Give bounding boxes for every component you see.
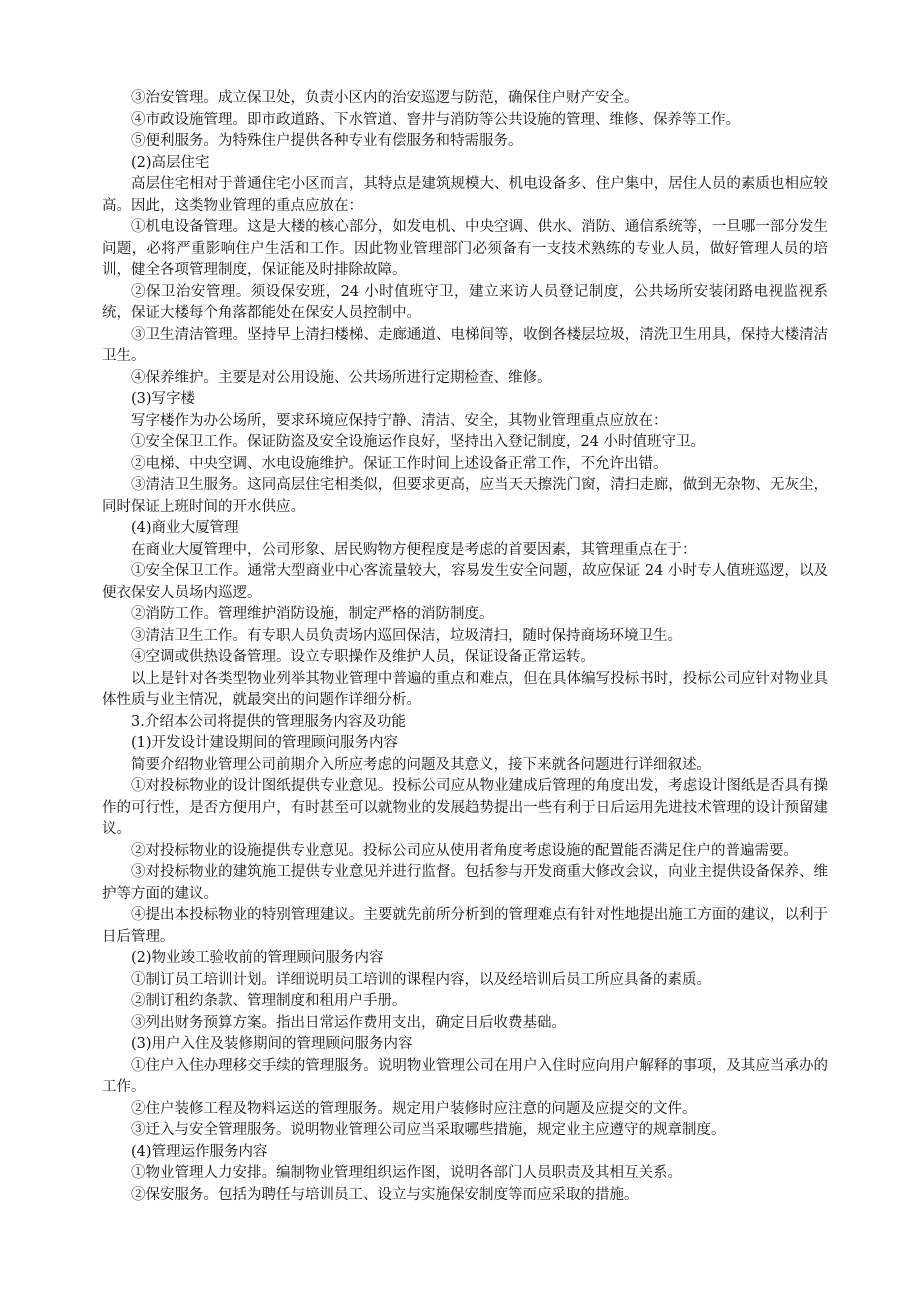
paragraph-13: ②电梯、中央空调、水电设施维护。保证工作时间上述设备正常工作，不允许出错。 bbox=[131, 455, 668, 472]
section-heading-operation: (4)管理运作服务内容 bbox=[131, 1143, 268, 1160]
paragraph-6: ①机电设备管理。这是大楼的核心部分，如发电机、中央空调、供水、消防、通信系统等，一旦哪一部分发生问题，必将严重影响住户生活和工作。因此物业管理部门必须备有一支技术熟练的专业人员，做好管理人员的培训，健全各项管理制度，保证能及时排除故障。 bbox=[102, 219, 828, 278]
paragraph-19: ③清洁卫生工作。有专职人员负责场内巡回保洁，垃圾清扫，随时保持商场环境卫生。 bbox=[131, 627, 682, 644]
paragraph-9: ④保养维护。主要是对公用设施、公共场所进行定期检查、维修。 bbox=[131, 369, 552, 386]
paragraph-1: ③治安管理。成立保卫处，负责小区内的治安巡逻与防范，确保住户财产安全。 bbox=[131, 90, 639, 106]
paragraph-12: ①安全保卫工作。保证防盗及安全设施运作良好，坚持出入登记制度，24 小时值班守卫。 bbox=[131, 434, 706, 450]
section-heading-high-rise: (2)高层住宅 bbox=[131, 154, 210, 171]
paragraph-32: ③列出财务预算方案。指出日常运作费用支出，确定日后收费基础。 bbox=[131, 1014, 566, 1031]
section-heading-acceptance-phase: (2)物业竣工验收前的管理顾问服务内容 bbox=[131, 950, 384, 966]
paragraph-7: ②保卫治安管理。须设保安班，24 小时值班守卫，建立来访人员登记制度，公共场所安装闭路电视监视系统，保证大楼每个角落都能处在保安人员控制中。 bbox=[102, 283, 828, 321]
paragraph-25: ①对投标物业的设计图纸提供专业意见。投标公司应从物业建成后管理的角度出发，考虑设计图纸是否具有操作的可行性，是否方便用户，有时甚至可以就物业的发展趋势提出一些有利于日后运用先进技术管理的设计预留建议。 bbox=[102, 778, 828, 837]
paragraph-35: ②住户装修工程及物料运送的管理服务。规定用户装修时应注意的问题及应提交的文件。 bbox=[131, 1100, 697, 1117]
document-body bbox=[102, 88, 828, 1206]
paragraph-28: ④提出本投标物业的特别管理建议。主要就先前所分析到的管理难点有针对性地提出施工方面的建议，以利于日后管理。 bbox=[102, 907, 828, 945]
paragraph-5: 高层住宅相对于普通住宅小区而言，其特点是建筑规模大、机电设备多、住户集中，居住人员的素质也相应较高。因此，这类物业管理的重点应放在： bbox=[102, 176, 828, 214]
paragraph-30: ①制订员工培训计划。详细说明员工培训的课程内容，以及经培训后员工所应具备的素质。 bbox=[131, 971, 711, 988]
paragraph-18: ②消防工作。管理维护消防设施，制定严格的消防制度。 bbox=[131, 606, 494, 622]
section-heading-office: (3)写字楼 bbox=[131, 391, 196, 407]
section-heading-services: 3.介绍本公司将提供的管理服务内容及功能 bbox=[131, 713, 406, 730]
paragraph-14: ③清洁卫生服务。这同高层住宅相类似，但要求更高，应当天天擦洗门窗，清扫走廊，做到无杂物、无灰尘，同时保证上班时间的开水供应。 bbox=[102, 477, 828, 515]
section-heading-commercial: (4)商业大厦管理 bbox=[131, 520, 239, 536]
paragraph-20: ④空调或供热设备管理。设立专职操作及维护人员，保证设备正常运转。 bbox=[131, 649, 595, 665]
paragraph-34: ①住户入住办理移交手续的管理服务。说明物业管理公司在用户入住时应向用户解释的事项，及其应当承办的工作。 bbox=[102, 1057, 828, 1095]
paragraph-26: ②对投标物业的设施提供专业意见。投标公司应从使用者角度考虑设施的配置能否满足住户的普遍需要。 bbox=[131, 842, 798, 859]
section-heading-move-in-phase: (3)用户入住及装修期间的管理顾问服务内容 bbox=[131, 1036, 413, 1052]
paragraph-27: ③对投标物业的建筑施工提供专业意见并进行监督。包括参与开发商重大修改会议，向业主提供设备保养、维护等方面的建议。 bbox=[102, 864, 828, 902]
section-heading-design-phase: (1)开发设计建设期间的管理顾问服务内容 bbox=[131, 735, 399, 751]
paragraph-31: ②制订租约条款、管理制度和租用户手册。 bbox=[131, 993, 407, 1009]
paragraph-39: ②保安服务。包括为聘任与培训员工、设立与实施保安制度等而应采取的措施。 bbox=[131, 1186, 639, 1203]
paragraph-21: 以上是针对各类型物业列举其物业管理中普遍的重点和难点，但在具体编写投标书时，投标公司应针对物业具体性质与业主情况，就最突出的问题作详细分析。 bbox=[102, 670, 828, 708]
paragraph-3: ⑤便利服务。为特殊住户提供各种专业有偿服务和特需服务。 bbox=[131, 133, 523, 149]
paragraph-24: 简要介绍物业管理公司前期介入所应考虑的问题及其意义，接下来就各问题进行详细叙述。 bbox=[131, 756, 711, 773]
paragraph-36: ③迁入与安全管理服务。说明物业管理公司应当采取哪些措施，规定业主应遵守的规章制度。 bbox=[131, 1122, 726, 1138]
paragraph-17: ①安全保卫工作。通常大型商业中心客流量较大，容易发生安全问题，故应保证 24 小时专人值班巡逻，以及便衣保安人员场内巡逻。 bbox=[102, 563, 828, 601]
paragraph-2: ④市政设施管理。即市政道路、下水管道、窨井与消防等公共设施的管理、维修、保养等工作。 bbox=[131, 111, 740, 128]
paragraph-38: ①物业管理人力安排。编制物业管理组织运作图，说明各部门人员职责及其相互关系。 bbox=[131, 1165, 682, 1181]
paragraph-8: ③卫生清洁管理。坚持早上清扫楼梯、走廊通道、电梯间等，收倒各楼层垃圾，清洗卫生用具，保持大楼清洁卫生。 bbox=[102, 326, 828, 364]
paragraph-16: 在商业大厦管理中，公司形象、居民购物方便程度是考虑的首要因素，其管理重点在于： bbox=[131, 541, 697, 558]
paragraph-11: 写字楼作为办公场所，要求环境应保持宁静、清洁、安全，其物业管理重点应放在： bbox=[131, 412, 668, 429]
